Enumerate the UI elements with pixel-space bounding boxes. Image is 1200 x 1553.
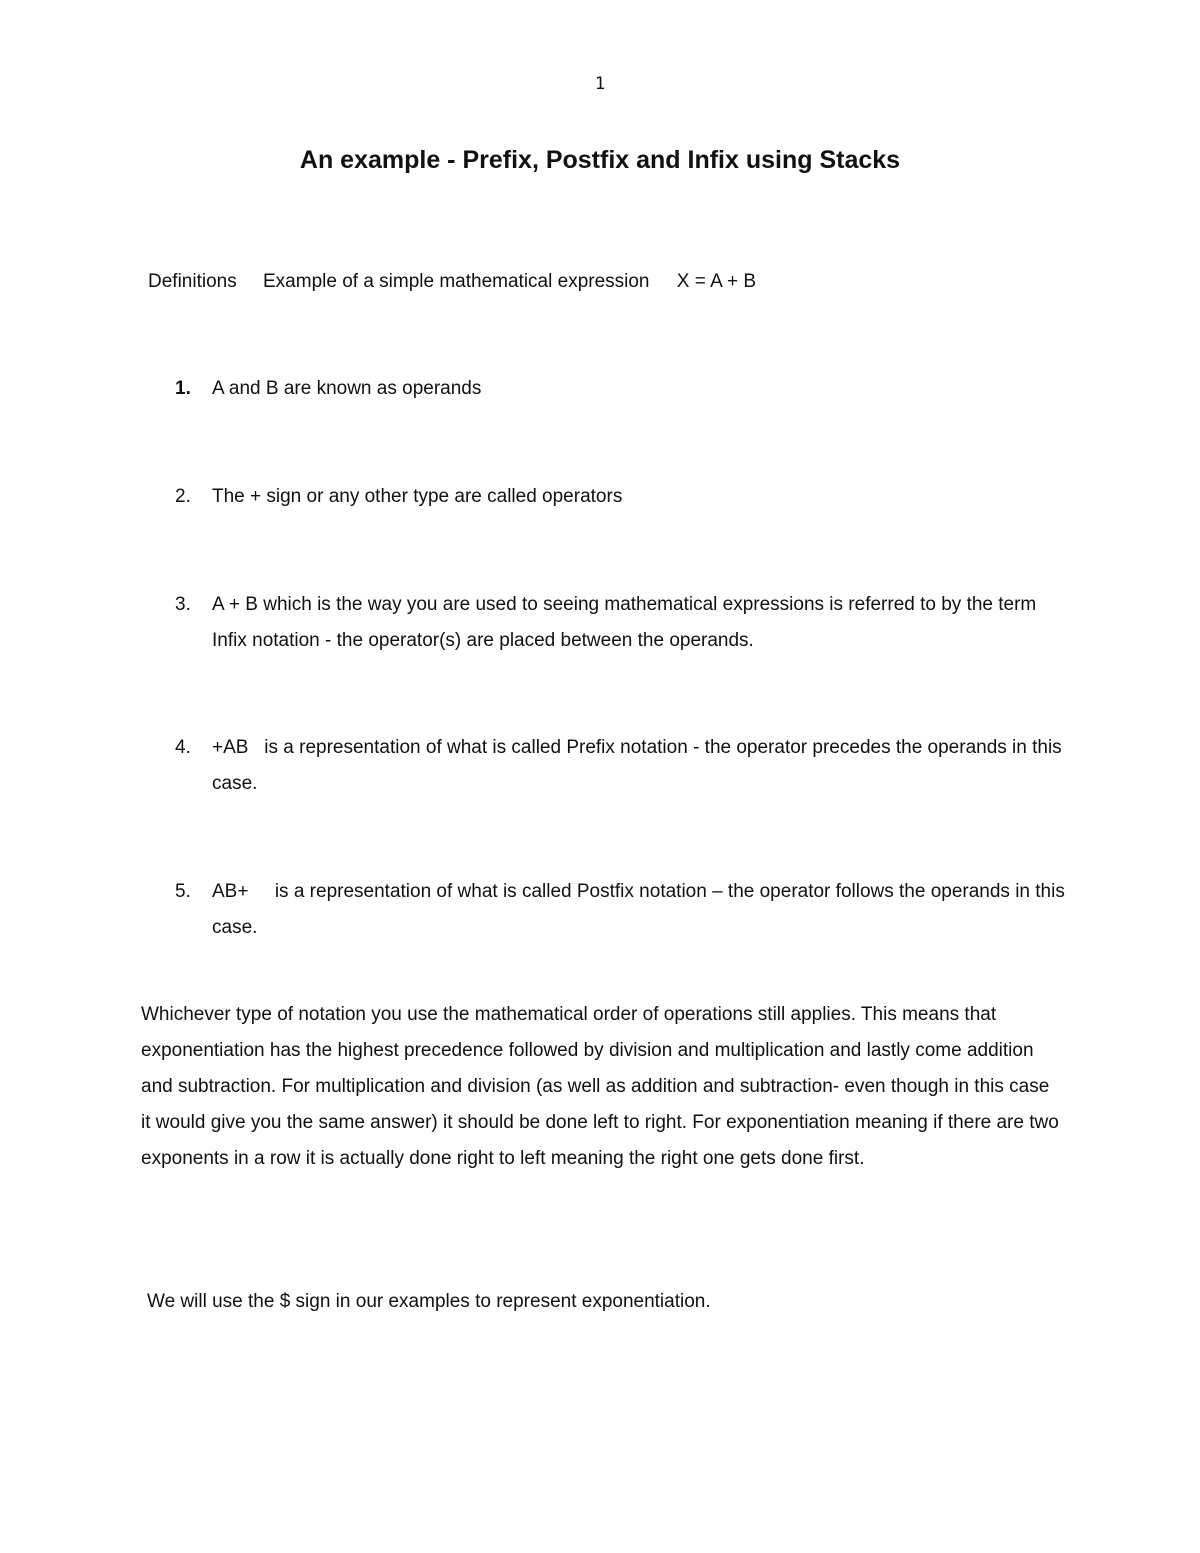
list-item-number: 2.: [175, 486, 191, 507]
definitions-expression: X = A + B: [676, 271, 757, 292]
definitions-label: Definitions: [148, 271, 237, 292]
list-item: [175, 730, 1065, 802]
list-item: [175, 479, 1065, 515]
list-item-number: 4.: [175, 737, 191, 758]
list-item: [175, 371, 1065, 407]
list-item-text: A and B are known as operands: [212, 378, 482, 399]
page-title: An example - Prefix, Postfix and Infix using Stacks: [299, 146, 901, 174]
definitions-text: Example of a simple mathematical expression: [263, 271, 650, 292]
body-paragraph: Whichever type of notation you use the mathematical order of operations still applies. This means that exponentiation has the highest precedence followed by division and multiplication and lastly come addition and subtraction. For multiplication and division (as well as addition and subtraction- even though in this case it would give you the same answer) it should be done left to right. For exponentiation meaning if there are two exponents in a row it is actually done right to left meaning the right one gets done first.: [141, 1004, 1059, 1169]
list-item-number: 5.: [175, 881, 191, 902]
list-item-text: The + sign or any other type are called operators: [212, 486, 623, 507]
list-item-text: +AB is a representation of what is called Prefix notation - the operator precedes the operands in this case.: [212, 737, 1067, 794]
list-item-number: 1.: [175, 378, 191, 399]
list-item: [175, 587, 1065, 659]
note-paragraph: We will use the $ sign in our examples to represent exponentiation.: [147, 1291, 711, 1312]
list-item-number: 3.: [175, 594, 191, 615]
list-item-text: AB+ is a representation of what is called Postfix notation – the operator follows the operands in this case.: [212, 881, 1071, 938]
definitions-line: [148, 271, 756, 293]
list-item: [175, 874, 1071, 946]
list-item-text: A + B which is the way you are used to seeing mathematical expressions is referred to by the term Infix notation - the operator(s) are placed between the operands.: [212, 594, 1037, 651]
page-number: 1: [594, 74, 606, 94]
